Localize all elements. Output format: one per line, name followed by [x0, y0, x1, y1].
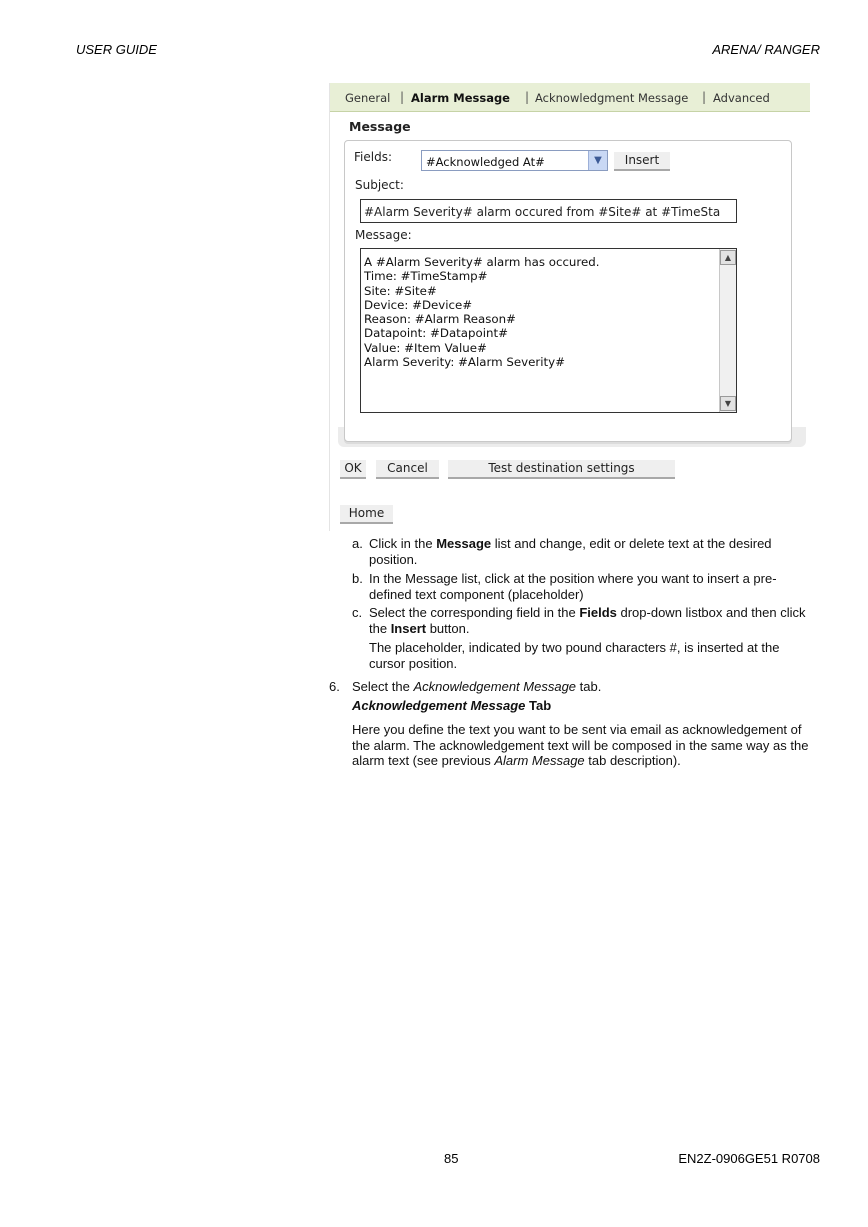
tab-separator: | [525, 90, 530, 104]
step-6-pre: Select the [352, 679, 414, 694]
step-b-line: defined text component (placeholder) [369, 586, 584, 602]
tab-separator: | [400, 90, 405, 104]
message-line: Datapoint: #Datapoint# [364, 326, 508, 341]
message-line: Site: #Site# [364, 283, 437, 298]
note-line: cursor position. [369, 655, 458, 671]
message-text [364, 255, 600, 369]
message-line: A #Alarm Severity# alarm has occured. [364, 255, 600, 269]
tab-general[interactable]: General [345, 91, 391, 105]
tab-advanced[interactable]: Advanced [713, 91, 770, 105]
step-marker: b. [352, 571, 363, 586]
step-a-post: list and change, edit or delete text at the desired [491, 536, 772, 551]
step-c-bold: Fields [579, 605, 617, 620]
step-a-pre: Click in the [369, 536, 437, 551]
message-line: Time: #TimeStamp# [364, 269, 488, 284]
step-a-text [369, 536, 829, 567]
step-a-bold: Message [436, 536, 492, 551]
step-6-post: tab. [576, 679, 602, 694]
description-paragraph [352, 722, 832, 769]
fields-label: Fields: [354, 150, 392, 164]
message-line: Value: #Item Value# [364, 340, 487, 355]
step-c-text [369, 605, 829, 636]
ok-button[interactable]: OK [340, 460, 366, 479]
step-c-pre2: the [369, 620, 391, 636]
header-right: ARENA/ RANGER [712, 42, 820, 57]
home-button[interactable]: Home [340, 505, 393, 524]
message-scrollbar[interactable] [719, 249, 736, 412]
step-a-post2: position. [369, 551, 418, 567]
fields-dropdown[interactable] [421, 150, 608, 171]
header-left: USER GUIDE [76, 42, 157, 57]
insert-button[interactable]: Insert [614, 152, 670, 171]
step-6-italic: Acknowledgement Message [413, 679, 577, 694]
para-line: Here you define the text you want to be sent via email as acknowledgement of [352, 722, 802, 737]
subject-label: Subject: [355, 178, 404, 192]
step-c-bold2: Insert [390, 620, 427, 636]
step-marker: a. [352, 536, 363, 551]
para-line: the alarm. The acknowledgement text will be composed in the same way as the [352, 737, 809, 753]
message-line: Alarm Severity: #Alarm Severity# [364, 355, 565, 370]
step-b-line: In the Message list, click at the position where you want to insert a pre- [369, 571, 777, 586]
subject-input[interactable]: #Alarm Severity# alarm occured from #Site# at #TimeSta [360, 199, 737, 223]
tab-separator: | [702, 90, 707, 104]
step-6-text [352, 679, 822, 695]
scroll-up-arrow-icon[interactable]: ▲ [720, 250, 736, 265]
message-textarea[interactable] [360, 248, 737, 413]
message-dialog-screenshot [329, 83, 810, 531]
step-c-post2: button. [426, 620, 470, 636]
test-destination-settings-button[interactable]: Test destination settings [448, 460, 675, 479]
section-title: Message [349, 119, 411, 134]
step-c-pre: Select the corresponding field in the [369, 605, 580, 620]
para-line: tab description). [584, 753, 681, 768]
heading-italic: Acknowledgement Message [352, 698, 526, 713]
page-number: 85 [444, 1151, 459, 1166]
placeholder-note [369, 640, 829, 671]
step-marker: 6. [329, 679, 340, 694]
message-line: Device: #Device# [364, 297, 473, 312]
note-line: The placeholder, indicated by two pound characters #, is inserted at the [369, 640, 780, 655]
tab-alarm-message[interactable]: Alarm Message [411, 91, 510, 105]
step-b-text [369, 571, 829, 602]
step-c-post: drop-down listbox and then click [616, 605, 806, 620]
message-line: Reason: #Alarm Reason# [364, 312, 516, 327]
document-id: EN2Z-0906GE51 R0708 [678, 1151, 820, 1166]
chevron-down-icon[interactable]: ▼ [588, 151, 607, 170]
section-heading [352, 698, 551, 714]
message-label: Message: [355, 228, 412, 242]
tab-bar [330, 83, 810, 112]
step-marker: c. [352, 605, 363, 620]
cancel-button[interactable]: Cancel [376, 460, 439, 479]
para-italic: Alarm Message [494, 753, 585, 768]
fields-dropdown-value: #Acknowledged At# [426, 155, 545, 169]
heading-plain: Tab [525, 698, 552, 713]
para-line: alarm text (see previous [352, 753, 495, 768]
tab-acknowledgment-message[interactable]: Acknowledgment Message [535, 91, 689, 105]
scroll-down-arrow-icon[interactable]: ▼ [720, 396, 736, 411]
